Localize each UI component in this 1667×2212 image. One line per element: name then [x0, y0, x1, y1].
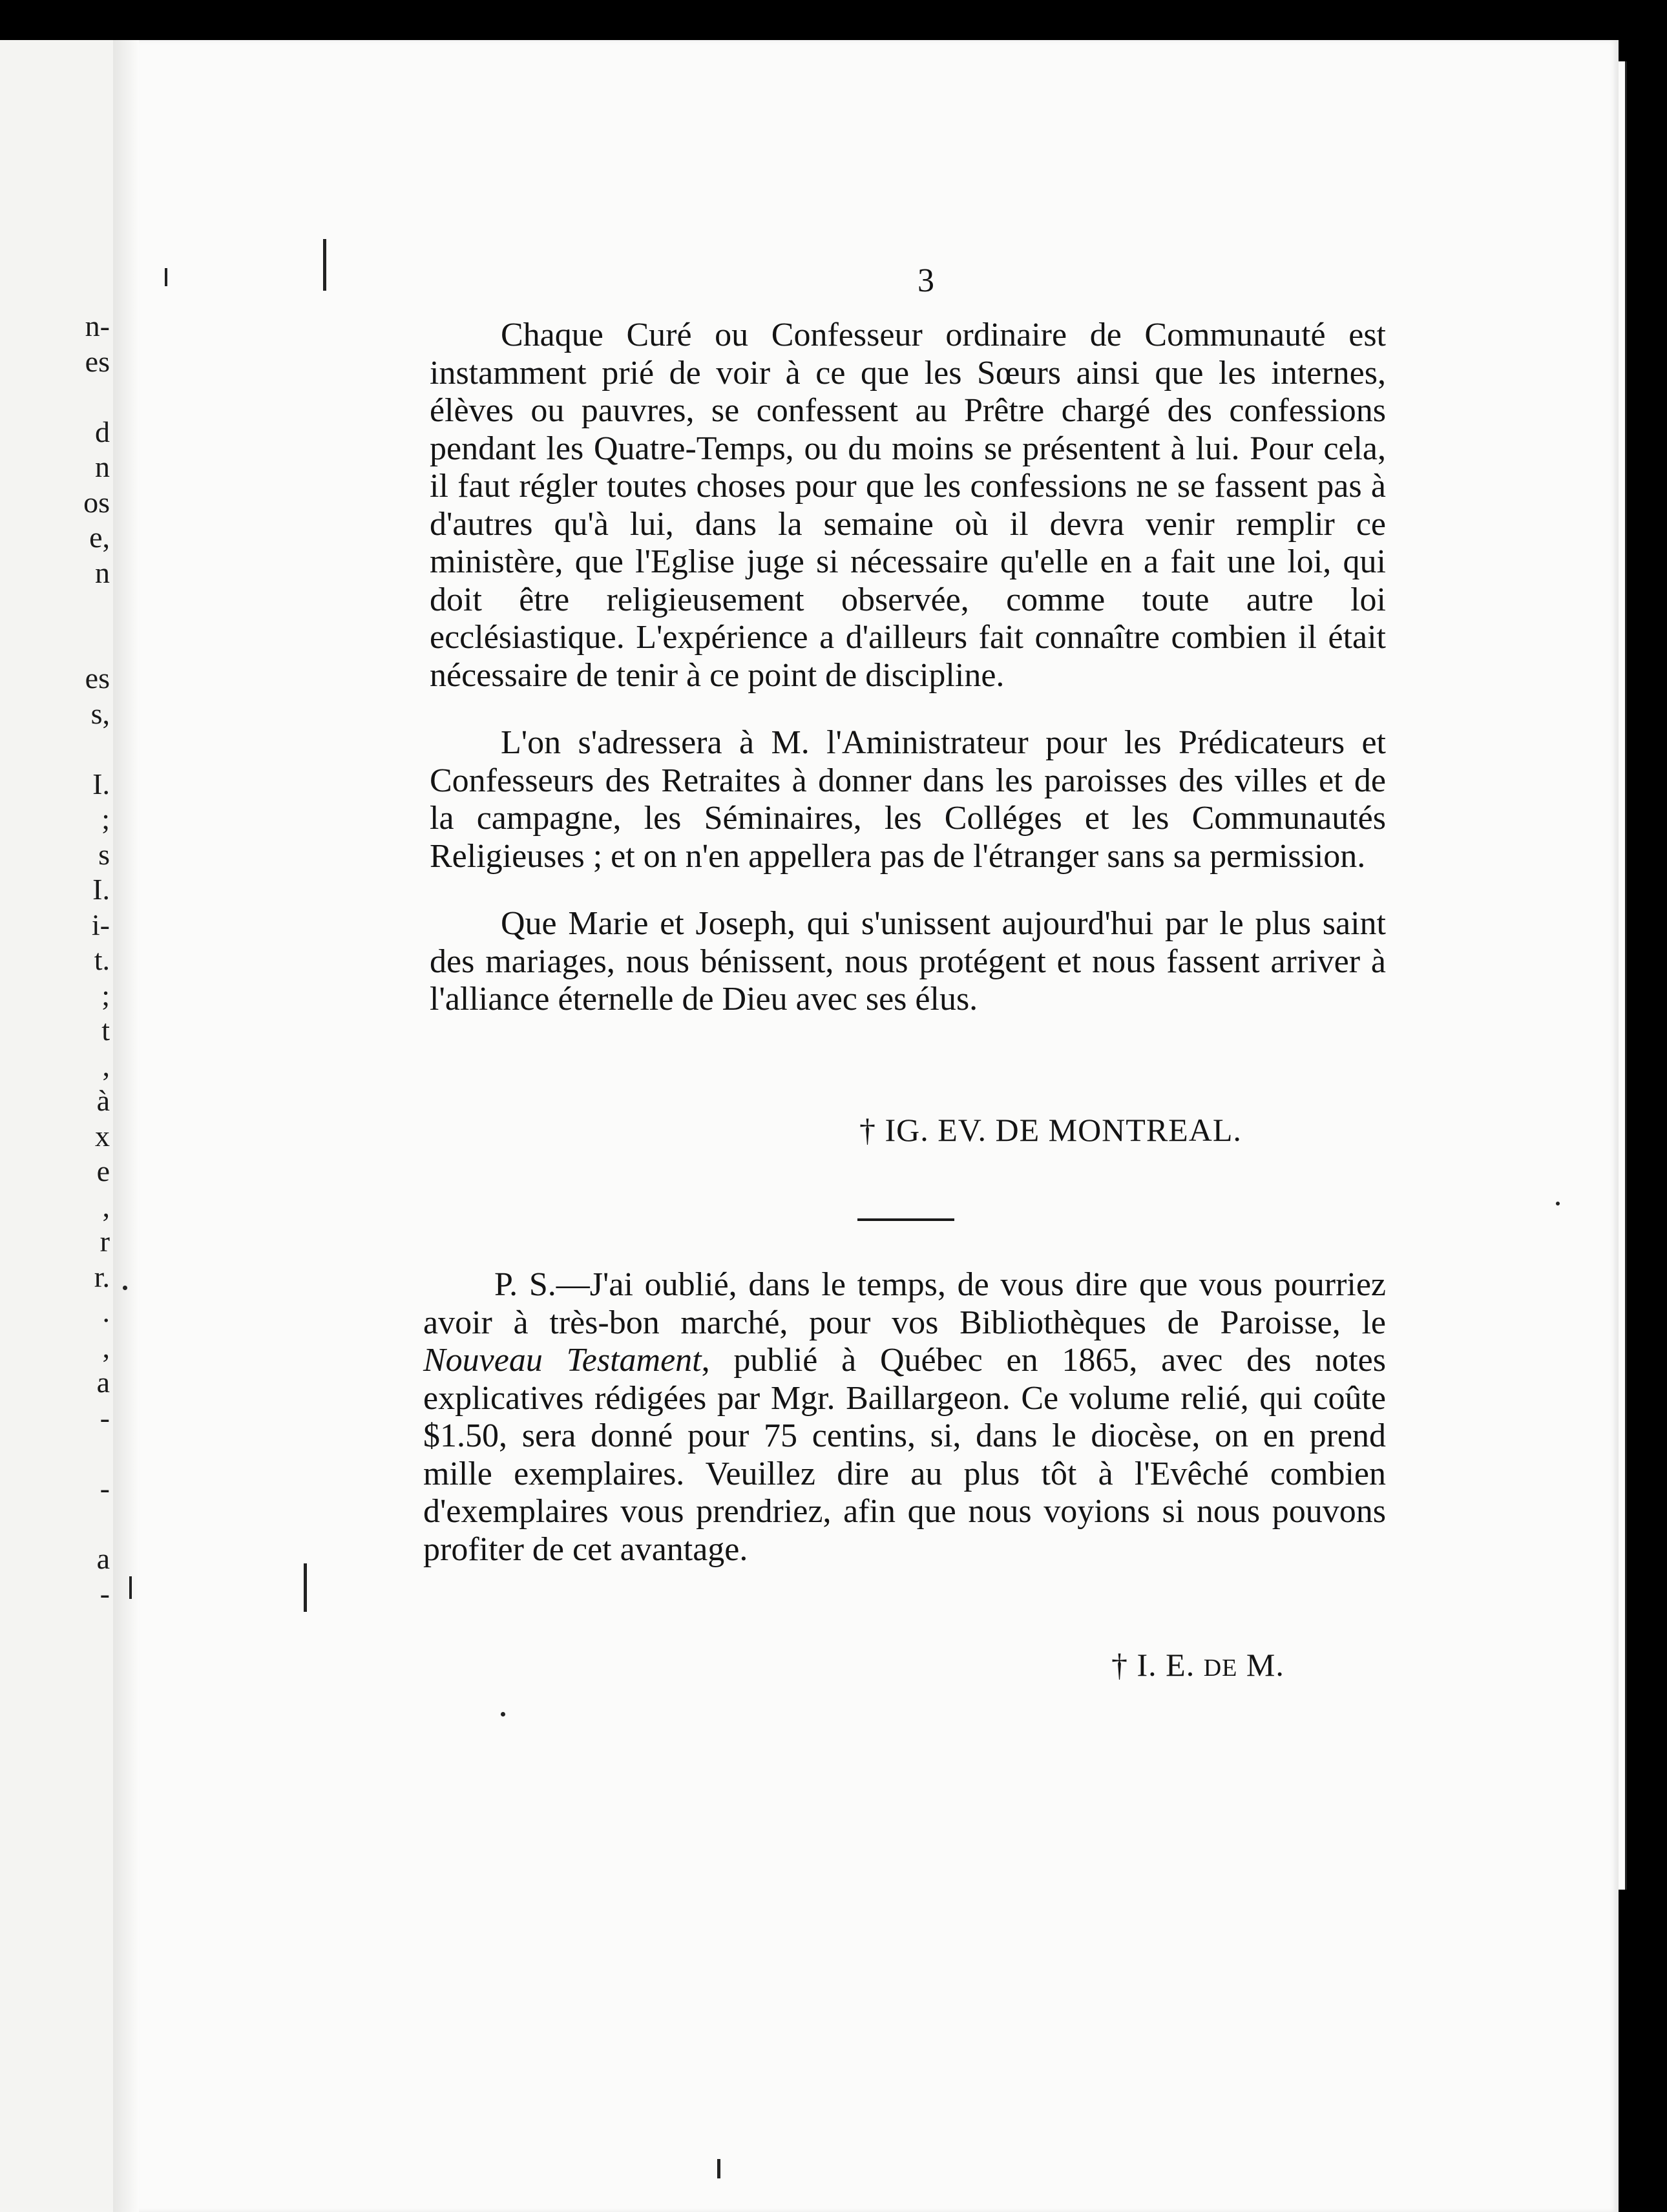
facing-page-fragment: n [95, 450, 110, 483]
facing-page-fragment: d [95, 415, 110, 448]
gutter-mark [323, 239, 326, 291]
postscript-suffix: , publié à Québec en 1865, avec des notes explicatives rédigées par Mgr. Baillargeon. Ce volume relié, qui coûte $1.50, sera donné pour 75 centins, si, dans le diocèse, on en prend mille exemplaires. Veuillez dire au plus tôt à l'Evêché combien d'exemplaires vous prendriez, afin que nous voyions si nous pouvons profiter de cet avantage. [423, 1342, 1386, 1568]
facing-page-fragment: i- [91, 908, 110, 941]
facing-page-fragment: a [96, 1541, 110, 1575]
facing-page-fragment: ; [101, 802, 110, 835]
paragraph: L'on s'adressera à M. l'Aministrateur pour les Prédicateurs et Confesseurs des Retraites à donner dans les paroisses des villes et de la campagne, les Séminaires, les Colléges et les Communautés Religieuses ; et on n'en appellera pas de l'étranger sans sa permission. [430, 724, 1386, 875]
paragraph: Chaque Curé ou Confesseur ordinaire de Communauté est instamment prié de voir à ce que les Sœurs ainsi que les internes, élèves ou pauvres, se confessent au Prêtre chargé des confessions pendant les Quatre-Temps, ou du moins se présentent à lui. Pour cela, il faut régler toutes choses pour que les confessions ne se fassent pas à d'autres qu'à lui, dans la semaine où il devra venir remplir ce ministère, que l'Eglise juge si nécessaire qu'elle en a fait une loi, qui doit être religieusement observée, comme toute autre loi ecclésiastique. L'expérience a d'ailleurs fait connaître combien il était nécessaire de tenir à ce point de discipline. [430, 317, 1386, 694]
facing-page-fragment: a [96, 1366, 110, 1399]
facing-page-fragment: e, [89, 521, 110, 554]
gutter-mark [304, 1563, 307, 1612]
facing-page-fragment: , [102, 1189, 110, 1223]
facing-page-fragment: es [85, 662, 110, 694]
facing-page-fragment: à [96, 1084, 110, 1117]
facing-page-fragment: r [100, 1225, 110, 1258]
gutter-mark [129, 1576, 132, 1599]
page-edge [1619, 61, 1627, 1890]
facing-page-fragment: r. [94, 1260, 110, 1293]
speck [717, 2159, 720, 2178]
speck [1556, 1202, 1560, 1205]
signature: † IG. EV. DE MONTREAL. [859, 1112, 1242, 1148]
facing-page-fragment: es [85, 344, 110, 378]
facing-page-fragment: - [100, 1401, 110, 1434]
facing-page-fragment: I. [92, 873, 110, 906]
postscript-prefix: P. S.—J'ai oublié, dans le temps, de vous dire que vous pourriez avoir à très-bon marché, pour vos Bibliothèques de Paroisse, le [423, 1266, 1386, 1341]
facing-page-fragment: n- [85, 309, 110, 342]
facing-page-fragment: . [102, 1295, 110, 1328]
book-title: Nouveau Testament [423, 1342, 702, 1379]
facing-page-fragment: , [102, 1330, 110, 1364]
facing-page-fragment: - [100, 1471, 110, 1505]
facing-page-fragment: os [83, 485, 110, 519]
facing-page-fragment: I. [92, 767, 110, 800]
facing-page-fragment: ; [101, 978, 110, 1012]
facing-page-fragment: t. [94, 943, 110, 976]
postscript-paragraph [423, 1266, 1386, 1569]
page-number: 3 [917, 262, 934, 299]
book-gutter [113, 40, 139, 2212]
facing-page-fragment: - [100, 1577, 110, 1610]
facing-page-fragment: s [98, 837, 110, 871]
gutter-mark [165, 268, 167, 286]
facing-page-fragment: x [95, 1119, 110, 1153]
speck [501, 1712, 505, 1716]
facing-page-fragment: , [102, 1049, 110, 1082]
facing-page-fragment: t [101, 1014, 110, 1047]
facing-page-fragment: e [96, 1154, 110, 1187]
initials: † I. E. [1111, 1647, 1195, 1683]
facing-page-fragment: n [95, 556, 110, 589]
initials-de: DE [1203, 1654, 1238, 1682]
paragraph: Que Marie et Joseph, qui s'unissent aujourd'hui par le plus saint des mariages, nous bénissent, nous protégent et nous fassent arriver à l'alliance éternelle de Dieu avec ses élus. [430, 905, 1386, 1017]
separator-rule [857, 1218, 954, 1221]
initials-m: M. [1246, 1647, 1284, 1683]
facing-page-fragment: s, [90, 696, 110, 730]
postscript [423, 1266, 1386, 1569]
speck [123, 1286, 127, 1290]
body-text [430, 317, 1386, 1019]
postscript-signature [1111, 1646, 1284, 1684]
